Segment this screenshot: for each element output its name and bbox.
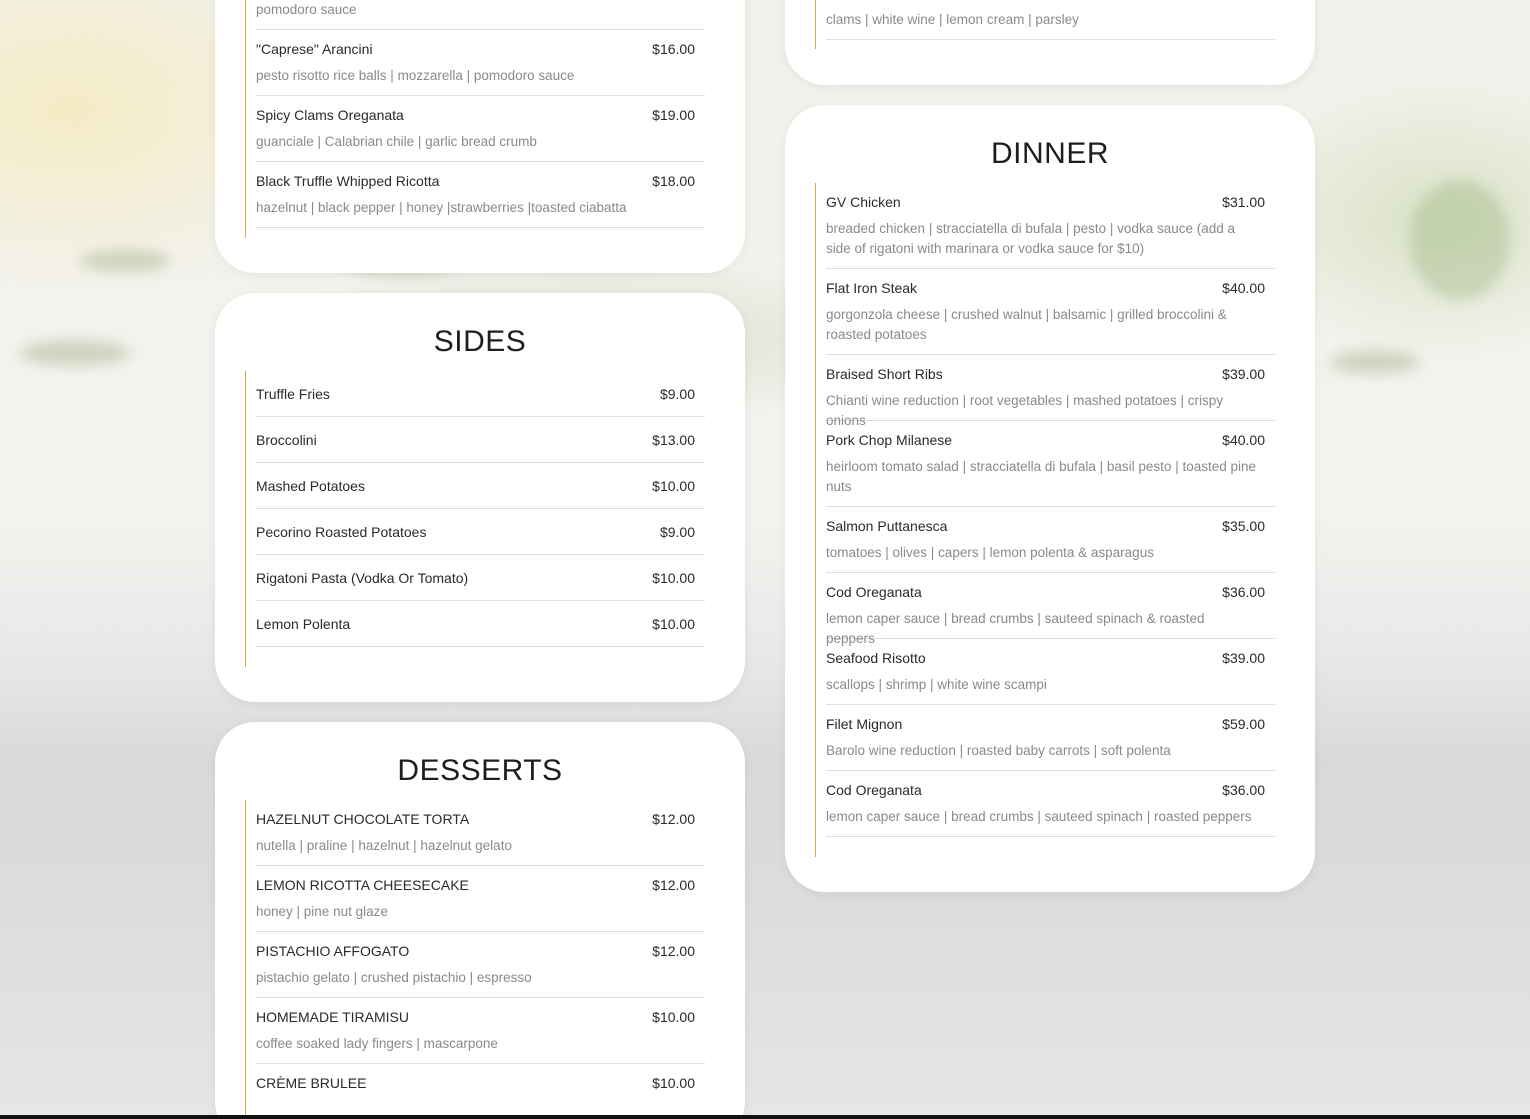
item-price: $13.00 [652, 432, 695, 448]
item-name: Seafood Risotto [826, 650, 926, 666]
item-description: clams | white wine | lemon cream | parsley [826, 12, 1079, 27]
item-price: $59.00 [1222, 716, 1265, 732]
item-price: $19.00 [652, 107, 695, 123]
item-price: $9.00 [659, 386, 695, 402]
appetizers-list [245, 0, 705, 238]
item-name: Flat Iron Steak [826, 280, 918, 296]
menu-item [256, 371, 705, 417]
item-price: $18.00 [652, 173, 695, 189]
menu-item [826, 573, 1275, 646]
item-price: $12.00 [652, 943, 695, 959]
item-name: Lemon Polenta [256, 616, 351, 632]
item-name: HAZELNUT CHOCOLATE TORTA [256, 811, 470, 827]
background-leaf [80, 250, 170, 272]
item-name: Cod Oreganata [826, 584, 922, 600]
item-description: heirloom tomato salad | stracciatella di bufala | basil pesto | toasted pine nuts [826, 459, 1257, 494]
item-price: $10.00 [652, 616, 695, 632]
pasta-card [785, 0, 1315, 85]
background-leaf [1410, 180, 1510, 300]
item-name: Filet Mignon [826, 716, 903, 732]
item-name: LEMON RICOTTA CHEESECAKE [256, 877, 469, 893]
item-description: breaded chicken | stracciatella di bufala | pesto | vodka sauce (add a side of rigatoni with marinara or vodka sauce for $10) [826, 221, 1236, 256]
item-name: Rigatoni Pasta (Vodka Or Tomato) [256, 570, 469, 586]
menu-item [256, 932, 705, 998]
item-name: Pork Chop Milanese [826, 432, 953, 448]
sides-list [245, 371, 705, 667]
item-description: coffee soaked lady fingers | mascarpone [256, 1036, 498, 1051]
menu-item [256, 601, 705, 647]
item-name: Broccolini [256, 432, 317, 448]
menu-item [826, 507, 1275, 573]
item-name: PISTACHIO AFFOGATO [256, 943, 410, 959]
item-description: gorgonzola cheese | crushed walnut | balsamic | grilled broccolini & roasted potatoes [826, 307, 1227, 342]
item-price: $40.00 [1222, 432, 1265, 448]
item-price: $12.00 [652, 877, 695, 893]
menu-item [826, 771, 1275, 837]
menu-item [256, 0, 705, 30]
appetizers-card [215, 0, 745, 273]
item-name: Salmon Puttanesca [826, 518, 948, 534]
item-name: Black Truffle Whipped Ricotta [256, 173, 440, 189]
menu-item [826, 705, 1275, 771]
item-price: $39.00 [1222, 650, 1265, 666]
menu-item [826, 183, 1275, 269]
desserts-list [245, 800, 705, 1119]
item-description: nutella | praline | hazelnut | hazelnut gelato [256, 838, 512, 853]
item-name: "Caprese" Arancini [256, 41, 373, 57]
item-description: hazelnut | black pepper | honey |strawberries |toasted ciabatta [256, 200, 627, 215]
item-price: $31.00 [1222, 194, 1265, 210]
menu-item [256, 417, 705, 463]
menu-item [256, 30, 705, 96]
menu-item [256, 555, 705, 601]
item-price: $36.00 [1222, 584, 1265, 600]
menu-item [256, 800, 705, 866]
item-description: Chianti wine reduction | root vegetables | mashed potatoes | crispy onions [826, 393, 1223, 428]
dinner-card [785, 105, 1315, 892]
menu-item [826, 355, 1275, 428]
item-description: lemon caper sauce | bread crumbs | sauteed spinach & roasted peppers [826, 611, 1205, 646]
background-leaf [1330, 350, 1420, 374]
item-price: $36.00 [1222, 782, 1265, 798]
menu-item [826, 0, 1275, 40]
item-name: Truffle Fries [256, 386, 330, 402]
item-description: tomatoes | olives | capers | lemon polenta & asparagus [826, 545, 1154, 560]
pasta-list [815, 0, 1275, 49]
menu-item [256, 96, 705, 162]
menu-item [256, 162, 705, 228]
item-name: Pecorino Roasted Potatoes [256, 524, 427, 540]
item-name: Braised Short Ribs [826, 366, 943, 382]
item-price: $10.00 [652, 478, 695, 494]
menu-item [256, 1064, 705, 1119]
background-leaf [20, 340, 130, 366]
section-title: DINNER [990, 137, 1109, 170]
menu-item [256, 998, 705, 1064]
menu-item [256, 866, 705, 932]
item-price: $10.00 [652, 1009, 695, 1025]
menu-item [826, 269, 1275, 355]
item-description: Barolo wine reduction | roasted baby carrots | soft polenta [826, 743, 1171, 758]
item-description: guanciale | Calabrian chile | garlic bread crumb [256, 134, 537, 149]
item-name: HOMEMADE TIRAMISU [256, 1009, 409, 1025]
item-name: Cod Oreganata [826, 782, 922, 798]
item-price: $35.00 [1222, 518, 1265, 534]
item-price: $10.00 [652, 570, 695, 586]
menu-item [256, 463, 705, 509]
item-description: honey | pine nut glaze [256, 904, 388, 919]
item-description: pomodoro sauce [256, 2, 357, 17]
item-price: $12.00 [652, 811, 695, 827]
item-description: scallops | shrimp | white wine scampi [826, 677, 1047, 692]
sides-card [215, 293, 745, 702]
item-description: pistachio gelato | crushed pistachio | espresso [256, 970, 532, 985]
dinner-list [815, 183, 1275, 857]
item-name: GV Chicken [826, 194, 901, 210]
bottom-edge-bar [0, 1115, 1530, 1119]
item-description: lemon caper sauce | bread crumbs | sauteed spinach | roasted peppers [826, 809, 1252, 824]
menu-item [256, 509, 705, 555]
item-name: Spicy Clams Oreganata [256, 107, 404, 123]
item-description: pesto risotto rice balls | mozzarella | pomodoro sauce [256, 68, 575, 83]
section-title: SIDES [433, 325, 527, 358]
item-price: $39.00 [1222, 366, 1265, 382]
item-price: $16.00 [652, 41, 695, 57]
menu-item [826, 639, 1275, 705]
item-price: $9.00 [659, 524, 695, 540]
desserts-card [215, 722, 745, 1119]
section-title: DESSERTS [397, 754, 563, 787]
item-name: CRÈME BRULEE [256, 1075, 367, 1091]
item-price: $40.00 [1222, 280, 1265, 296]
item-price: $10.00 [652, 1075, 695, 1091]
menu-item [826, 421, 1275, 507]
item-name: Mashed Potatoes [256, 478, 365, 494]
